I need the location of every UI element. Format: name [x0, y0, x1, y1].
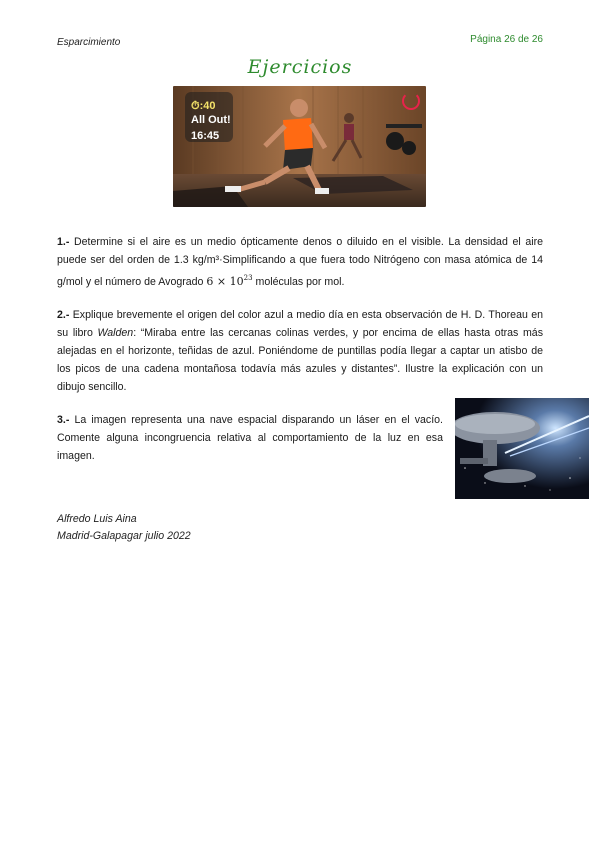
exercise-number: 3.-: [57, 414, 70, 426]
workout-photo: [173, 86, 426, 207]
exercise-number: 2.-: [57, 309, 70, 321]
quote-text: : “Miraba entre las cercanas colinas verdes, y por encima de ellas hasta otras más alejadas en el horizonte, teñidas de azul. Poniéndome de puntillas podía llegar a captar un atisbo de los picos de una cadena montañosa todavía más azules y distantes”. Ilustre la explicación con un dibujo sencillo.: [57, 327, 543, 393]
exercise-number: 1.-: [57, 236, 70, 248]
exercise-2: [57, 306, 543, 396]
intensity-label: All Out!: [191, 114, 231, 126]
activity-ring-icon: [402, 92, 420, 110]
spaceship-photo: [455, 398, 589, 499]
exercise-3: [57, 411, 443, 465]
clock-text: 16:45: [191, 130, 220, 142]
workout-overlay: [185, 92, 233, 142]
page-number: Página 26 de 26: [470, 34, 543, 45]
page-title: Ejercicios: [247, 56, 353, 78]
place-date: Madrid-Galapagar julio 2022: [57, 530, 191, 542]
author-name: Alfredo Luis Aina: [57, 513, 137, 525]
exercise-text-end: moléculas por mol.: [255, 276, 345, 288]
exercise-1: [57, 233, 543, 291]
timer-text: ⏱:40: [191, 100, 216, 112]
book-title: Walden: [97, 327, 134, 339]
exercise-text: La imagen representa una nave espacial disparando un láser en el vacío. Comente alguna incongruencia relativa al comportamiento de la luz en esa imagen.: [57, 414, 443, 462]
exercise-text: Explique brevemente el origen del color azul a medio día en esta observación de H. D. Thoreau en su libro: [57, 309, 543, 339]
spaceship-scene: [455, 398, 589, 499]
exercise-text: Determine si el aire es un medio ópticamente denos o diluido en el visible. La densidad el aire puede ser del orden de 1.3 kg/m³·Simplificando a que fuera todo Nitrógeno con masa atómica de 14 g/mol y el número de Avogrado: [57, 236, 543, 288]
avogadro-number: $6 \times 10^{23}$: [206, 274, 253, 288]
section-header: Esparcimiento: [57, 37, 121, 48]
